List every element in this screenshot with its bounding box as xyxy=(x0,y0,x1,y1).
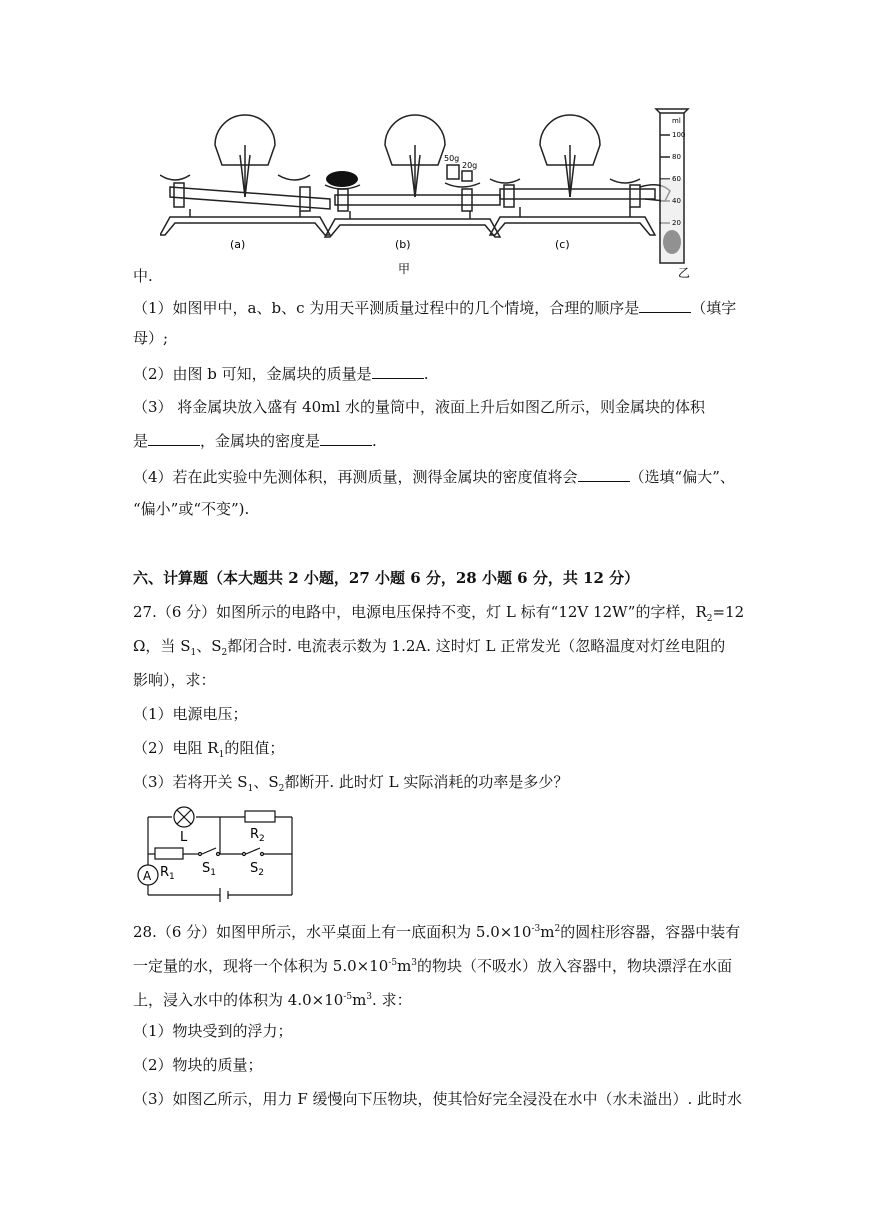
section6-heading: 六、计算题（本大题共 2 小题，27 小题 6 分，28 小题 6 分，共 12 分） xyxy=(133,569,640,587)
circuit-ammeter-label: A xyxy=(143,869,152,883)
q27-line2-sub2: 2 xyxy=(221,648,228,658)
q26-part4-text: （4）若在此实验中先测体积，再测质量，测得金属块的密度值将会 xyxy=(133,468,578,486)
balance-b-label: (b) xyxy=(395,238,411,251)
balance-a xyxy=(160,115,330,235)
switch-s1 xyxy=(202,848,216,854)
q28-line3-unit: m xyxy=(352,991,367,1009)
balance-a-label: (a) xyxy=(230,238,246,251)
q27-line3: 影响），求： xyxy=(133,671,216,689)
q26-volume-blank xyxy=(148,430,200,446)
q28-line3-tail: . 求： xyxy=(372,991,412,1009)
q28-line2 xyxy=(133,953,732,976)
q28-line2-unit: m xyxy=(397,957,412,975)
balance-c xyxy=(490,115,670,235)
weight-label-50g: 50g xyxy=(444,154,460,163)
q28-line1-sup2: 2 xyxy=(554,924,561,934)
switch-s2 xyxy=(246,848,260,854)
q27-line2-text: Ω，当 S xyxy=(133,637,191,655)
resistor-r2 xyxy=(245,811,275,822)
q26-part3-pre: 是 xyxy=(133,432,149,450)
q27-part3-tail: 都断开. 此时灯 L 实际消耗的功率是多少？ xyxy=(284,773,569,791)
q27-part2-sub: 1 xyxy=(218,750,225,760)
q27-part1: （1）电源电压； xyxy=(133,705,248,723)
q28-line1-text: 28.（6 分）如图甲所示，水平桌面上有一底面积为 5.0×10 xyxy=(133,923,532,941)
q26-part1-line1 xyxy=(133,297,736,318)
q28-line3-text: 上，浸入水中的体积为 4.0×10 xyxy=(133,991,344,1009)
circuit-lamp-label: L xyxy=(180,830,188,845)
q26-part1-tail: （填字 xyxy=(691,299,737,317)
q27-line2 xyxy=(133,636,725,663)
q26-part1-blank xyxy=(639,297,691,313)
q26-part2-text: （2）由图 b 可知，金属块的质量是 xyxy=(133,365,372,383)
q27-part3 xyxy=(133,772,568,799)
q26-part1-text: （1）如图甲中，a、b、c 为用天平测质量过程中的几个情境，合理的顺序是 xyxy=(133,299,640,317)
figure-label-yi: 乙 xyxy=(678,266,691,280)
q26-part3-end: . xyxy=(372,432,377,450)
q27-part2-tail: 的阻值； xyxy=(224,739,285,757)
cylinder-tick-80: 80 xyxy=(672,153,681,161)
cylinder-tick-60: 60 xyxy=(672,175,681,183)
q28-part3: （3）如图乙所示，用力 F 缓慢向下压物块，使其恰好完全浸没在水中（水未溢出）. 此时水 xyxy=(133,1090,743,1108)
q26-part3-line2 xyxy=(133,430,377,451)
balance-c-label: (c) xyxy=(555,238,570,251)
q27-line1 xyxy=(133,602,744,629)
q26-part3-line1: （3） 将金属块放入盛有 40ml 水的量筒中，液面上升后如图乙所示，则金属块的体积 xyxy=(133,398,705,416)
cylinder-tick-100: 100 xyxy=(672,131,686,139)
q27-line1-sub: 2 xyxy=(706,614,713,624)
q26-part4-tail: （选填“偏大”、 xyxy=(629,468,735,486)
q27-line1-tail: =12 xyxy=(712,603,745,621)
q26-part3-mid: ，金属块的密度是 xyxy=(200,432,321,450)
circuit-s1-label: $S_1$ xyxy=(202,861,216,878)
q27-line2-sub1: 1 xyxy=(190,648,197,658)
balance-figure xyxy=(160,105,710,285)
q28-line1-sup: -3 xyxy=(531,924,541,934)
circuit-diagram xyxy=(130,802,300,902)
cylinder-tick-40: 40 xyxy=(672,197,681,205)
circuit-r2-label: $R_2$ xyxy=(250,827,265,844)
q27-part3-sub2: 2 xyxy=(278,784,285,794)
q28-part2: （2）物块的质量； xyxy=(133,1056,263,1074)
q27-line1-text: 27.（6 分）如图所示的电路中，电源电压保持不变，灯 L 标有“12V 12W”的字样，R xyxy=(133,603,707,621)
cylinder-tick-20: 20 xyxy=(672,219,681,227)
q26-part4-line1 xyxy=(133,466,735,487)
q26-part1-line2: 母）; xyxy=(133,329,169,347)
circuit-r1-label: $R_1$ xyxy=(160,865,175,882)
q26-continuation: 中. xyxy=(133,267,153,285)
q27-part3-text: （3）若将开关 S xyxy=(133,773,248,791)
weight-label-20g: 20g xyxy=(462,161,478,170)
q26-part4-line2: “偏小”或“不变”). xyxy=(133,500,250,518)
q27-line2-tail: 都闭合时. 电流表示数为 1.2A. 这时灯 L 正常发光（忽略温度对灯丝电阻的 xyxy=(227,637,726,655)
q28-line3-sup2: 3 xyxy=(366,992,373,1002)
q28-part1: （1）物块受到的浮力； xyxy=(133,1022,293,1040)
q28-line3-sup: -5 xyxy=(343,992,353,1002)
figure-label-jia: 甲 xyxy=(398,262,411,276)
q28-line2-sup: -5 xyxy=(388,958,398,968)
q28-line1-tail: 的圆柱形容器，容器中装有 xyxy=(560,923,741,941)
q26-part2-end: . xyxy=(423,365,429,383)
q26-density-blank xyxy=(320,430,372,446)
q27-line2-mid: 、S xyxy=(196,637,222,655)
q27-part3-sub1: 1 xyxy=(247,784,254,794)
q28-line1 xyxy=(133,919,740,942)
metal-block-on-pan xyxy=(326,171,358,187)
q28-line3 xyxy=(133,987,412,1010)
q27-part2 xyxy=(133,738,284,765)
q28-line2-text: 一定量的水，现将一个体积为 5.0×10 xyxy=(133,957,389,975)
q27-part2-text: （2）电阻 R xyxy=(133,739,219,757)
q28-line2-tail: 的物块（不吸水）放入容器中，物块漂浮在水面 xyxy=(417,957,733,975)
q28-line1-unit: m xyxy=(540,923,555,941)
resistor-r1 xyxy=(155,848,183,859)
cylinder-unit-label: ml xyxy=(672,117,681,125)
q26-part2-line xyxy=(133,363,428,384)
q28-line2-sup2: 3 xyxy=(411,958,418,968)
q27-part3-mid: 、S xyxy=(253,773,279,791)
circuit-s2-label: $S_2$ xyxy=(250,861,264,878)
q26-part4-blank xyxy=(578,466,630,482)
q26-part2-blank xyxy=(372,363,424,379)
